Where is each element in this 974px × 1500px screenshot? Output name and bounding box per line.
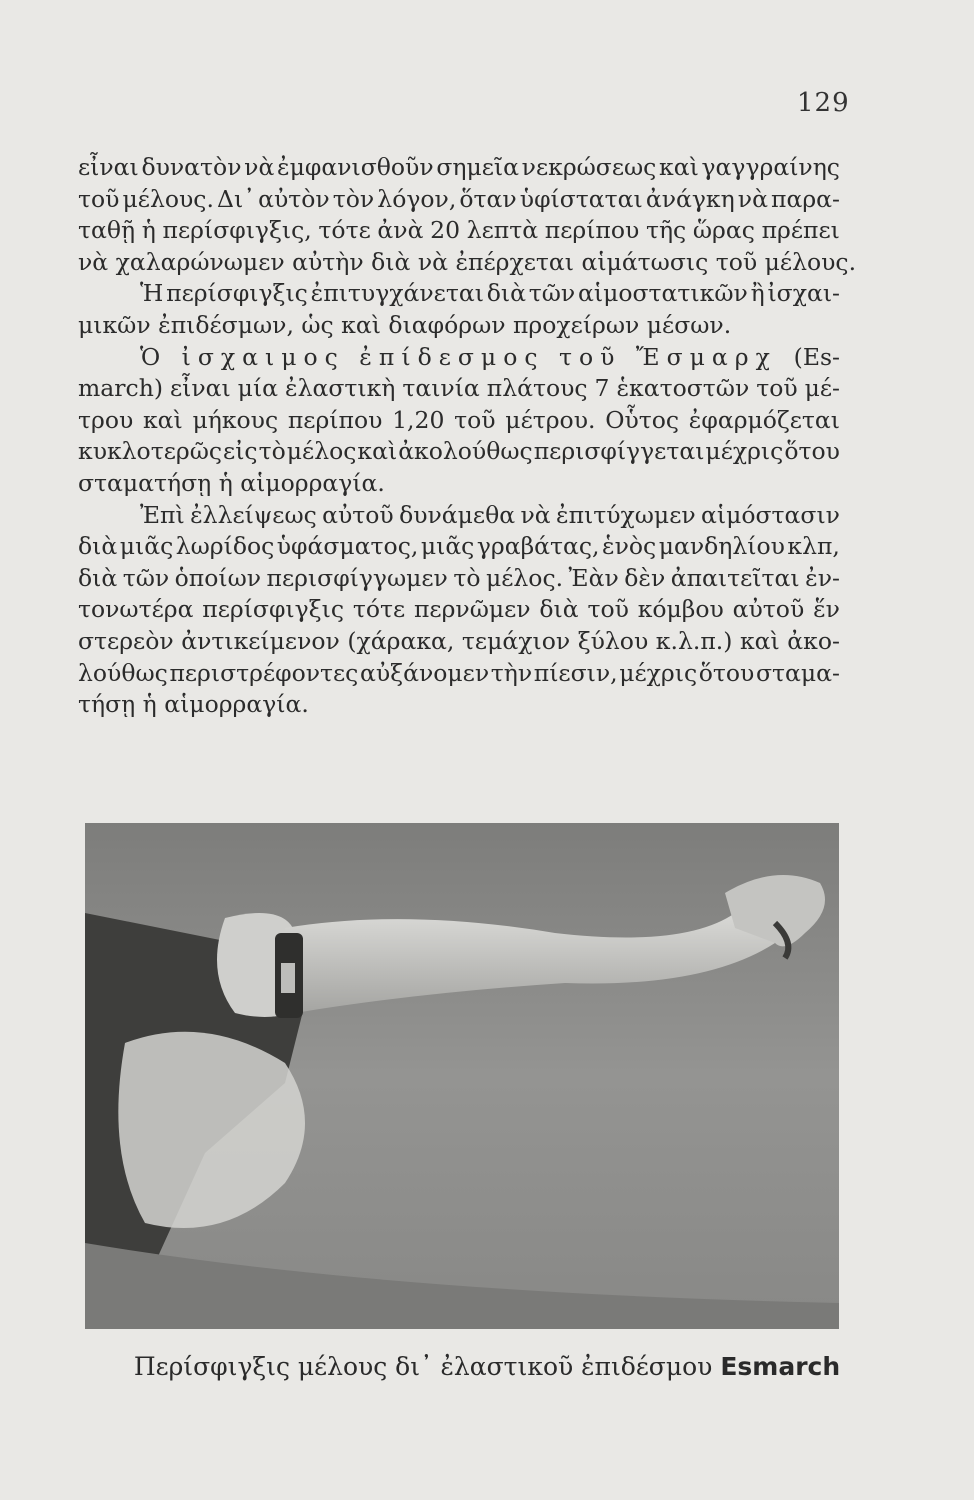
text-line: τοῦ μέλους. Δι᾽ αὐτὸν τὸν λόγον, ὅταν ὑφίσταται ἀνάγκη νὰ παρα- xyxy=(78,184,840,213)
text-line: διὰ τῶν ὁποίων περισφίγγωμεν τὸ μέλος. Ἐὰν δὲν ἀπαιτεῖται ἐν- xyxy=(78,563,840,592)
text-line: march) εἶναι μία ἐλαστικὴ ταινία πλάτους 7 ἑκατοστῶν τοῦ μέ- xyxy=(78,374,840,403)
text-line: λούθως περιστρέφοντες αὐξάνομεν τὴν πίεσιν, μέχρις ὅτου σταμα- xyxy=(78,658,840,687)
text-line: τονωτέρα περίσφιγξις τότε περνῶμεν διὰ τοῦ κόμβου αὐτοῦ ἕν xyxy=(78,595,840,624)
text-line: τρου καὶ μήκους περίπου 1,20 τοῦ μέτρου. Οὗτος ἐφαρμόζεται xyxy=(78,405,840,434)
page-number: 129 xyxy=(797,88,850,118)
text-line: διὰ μιᾶς λωρίδος ὑφάσματος, μιᾶς γραβάτας, ἑνὸς μανδηλίου κλπ, xyxy=(78,532,840,561)
text-line: Ἐπὶ ἐλλείψεως αὐτοῦ δυνάμεθα νὰ ἐπιτύχωμεν αἱμόστασιν xyxy=(140,500,840,529)
text-line: ταθῇ ἡ περίσφιγξις, τότε ἀνὰ 20 λεπτὰ περίπου τῆς ὥρας πρέπει xyxy=(78,216,840,245)
figure-caption xyxy=(0,1352,974,1381)
figure-photo xyxy=(85,823,839,1329)
text-line: Ἡ περίσφιγξις ἐπιτυγχάνεται διὰ τῶν αἱμοστατικῶν ἢ ἰσχαι- xyxy=(140,279,840,308)
caption-greek: Περίσφιγξις μέλους δι᾽ ἐλαστικοῦ ἐπιδέσμου xyxy=(133,1352,713,1381)
text-line: κυκλοτερῶς εἰς τὸ μέλος καὶ ἀκολούθως περισφίγγεται μέχρις ὅτου xyxy=(78,437,840,466)
text-line-lead xyxy=(78,342,840,374)
text-line: στερεὸν ἀντικείμενον (χάρακα, τεμάχιον ξύλου κ.λ.π.) καὶ ἀκο- xyxy=(78,626,840,655)
caption-latin: Esmarch xyxy=(720,1352,841,1381)
text-line: σταματήσῃ ἡ αἱμορραγία. xyxy=(78,468,385,497)
text-line: εἶναι δυνατὸν νὰ ἐμφανισθοῦν σημεῖα νεκρώσεως καὶ γαγγραίνης xyxy=(78,153,840,181)
text-line: νὰ χαλαρώνωμεν αὐτὴν διὰ νὰ ἐπέρχεται αἱμάτωσις τοῦ μέλους. xyxy=(78,247,857,276)
spaced-term: Ὁ ἰσχαιμος ἐπίδεσμος τοῦ Ἔσμαρχ xyxy=(140,342,777,371)
text-line: μικῶν ἐπιδέσμων, ὡς καὶ διαφόρων προχείρων μέσων. xyxy=(78,310,732,339)
body-text xyxy=(78,152,857,721)
lead-tail: (Es- xyxy=(793,342,840,371)
arm-tourniquet-illustration xyxy=(85,823,839,1329)
text-line: τήσῃ ἡ αἱμορραγία. xyxy=(78,690,309,719)
